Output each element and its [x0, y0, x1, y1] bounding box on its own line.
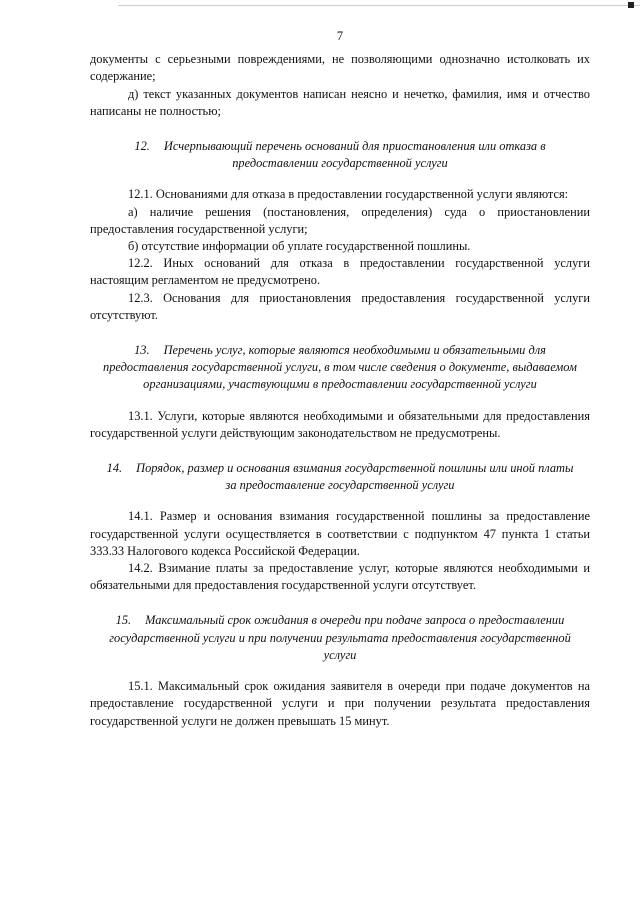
scan-corner-mark [628, 2, 634, 8]
section-title: Перечень услуг, которые являются необходимыми и обязательными для предоставления государственной услуги, в том числе сведения о документе, выдаваемом организациями, участвующими в предоставлении государственной услуги [103, 343, 577, 392]
section-heading-13 [90, 342, 590, 394]
section-heading-12 [90, 138, 590, 172]
paragraph: 14.2. Взимание платы за предоставление услуг, которые являются необходимыми и обязательными для предоставления государственной услуги отсутствует. [90, 561, 590, 593]
section-title: Исчерпывающий перечень оснований для приостановления или отказа в предоставлении государственной услуги [163, 139, 546, 171]
page-body [90, 28, 590, 730]
page-number: 7 [336, 29, 344, 43]
paragraph: а) наличие решения (постановления, определения) суда о приостановлении предоставления государственной услуги; [90, 204, 590, 236]
section-title: Максимальный срок ожидания в очереди при подаче запроса о предоставлении государственной услуги и при получении результата предоставления государственной услуги [109, 613, 571, 662]
section-number: 13. [134, 343, 150, 358]
paragraph: 15.1. Максимальный срок ожидания заявителя в очереди при подаче документов на предоставление государственной услуги и при получении результата предоставления государственной услуги не должен превышать 15 минут. [90, 679, 590, 728]
scan-artifact-line [118, 5, 640, 6]
section-number: 15. [115, 613, 132, 628]
paragraph: д) текст указанных документов написан неясно и нечетко, фамилия, имя и отчество написаны не полностью; [90, 86, 590, 118]
paragraph: документы с серьезными повреждениями, не позволяющими однозначно истолковать их содержание; [90, 52, 590, 84]
paragraph: 12.2. Иных оснований для отказа в предоставлении государственной услуги настоящим регламентом не предусмотрено. [90, 256, 590, 288]
section-heading-14 [90, 460, 590, 494]
paragraph: б) отсутствие информации об уплате государственной пошлины. [128, 239, 471, 254]
paragraph: 12.3. Основания для приостановления предоставления государственной услуги отсутствуют. [90, 290, 590, 322]
paragraph: 12.1. Основаниями для отказа в предоставлении государственной услуги являются: [128, 187, 569, 202]
paragraph: 14.1. Размер и основания взимания государственной пошлины за предоставление государственной услуги осуществляется в соответствии с подпунктом 47 пункта 1 статьи 333.33 Налогового кодекса Российской Федерации. [90, 509, 590, 558]
paragraph: 13.1. Услуги, которые являются необходимыми и обязательными для предоставления государственной услуги действующим законодательством не предусмотрены. [90, 408, 590, 440]
section-number: 14. [106, 461, 123, 476]
section-title: Порядок, размер и основания взимания государственной пошлины или иной платы за предоставление государственной услуги [136, 461, 574, 493]
section-heading-15 [90, 612, 590, 664]
section-number: 12. [134, 139, 150, 154]
